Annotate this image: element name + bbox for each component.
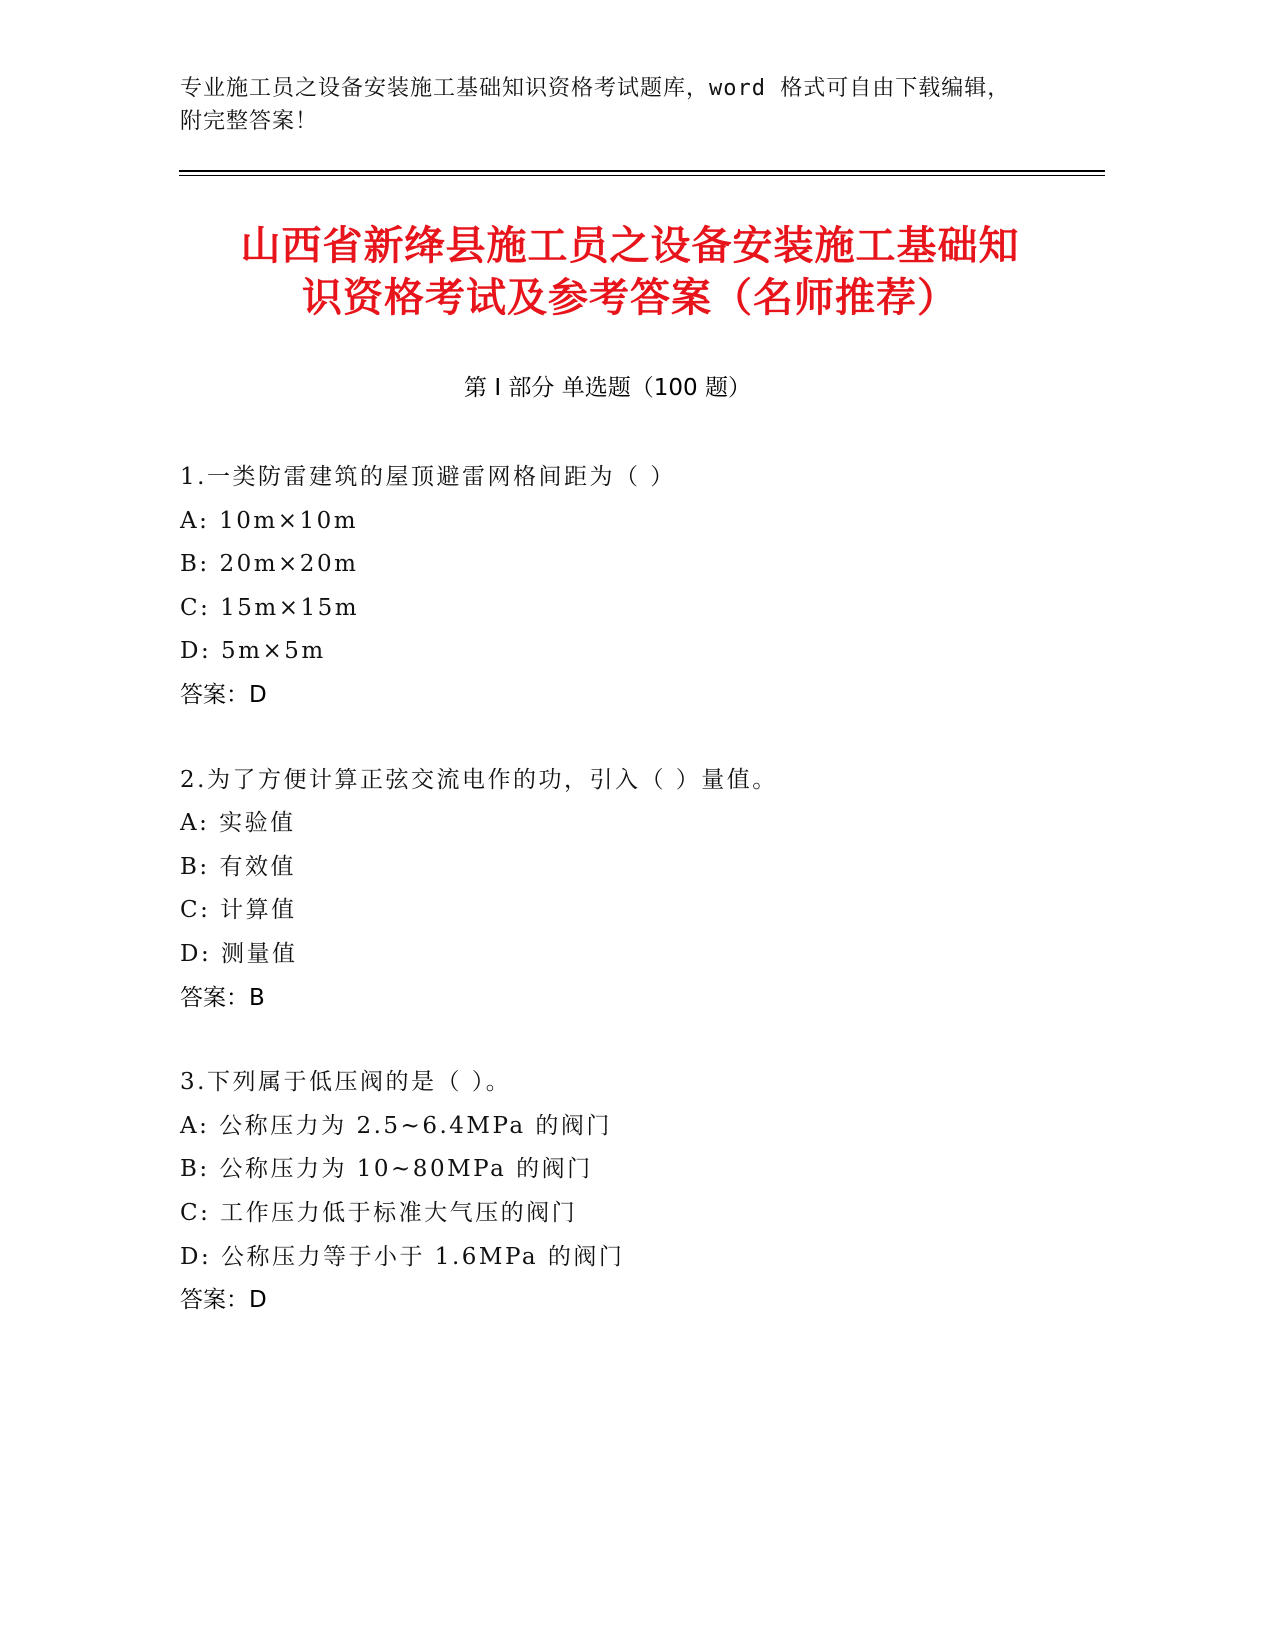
document-title-line-1: 山西省新绛县施工员之设备安装施工基础知 <box>240 223 1020 269</box>
document-title <box>150 220 1110 324</box>
answer-line: 答案：B <box>180 984 265 1011</box>
header-divider-thin <box>179 175 1105 176</box>
header-note-line-2: 附完整答案！ <box>180 109 319 134</box>
option-c: C: 计算值 <box>180 897 297 924</box>
question-list <box>180 456 1080 1364</box>
option-b: B: 20m×20m <box>180 551 359 578</box>
option-a: A: 10m×10m <box>180 507 359 534</box>
answer-line: 答案：D <box>180 1287 267 1314</box>
question-1 <box>180 456 1080 718</box>
option-c: C: 15m×15m <box>180 594 360 621</box>
option-b: B: 有效值 <box>180 853 296 880</box>
question-stem: 1.一类防雷建筑的屋顶避雷网格间距为（ ） <box>180 464 676 490</box>
question-3 <box>180 1061 1080 1323</box>
option-d: D: 测量值 <box>180 940 298 967</box>
option-d: D: 公称压力等于小于 1.6MPa 的阀门 <box>180 1243 625 1270</box>
header-note <box>180 72 1060 138</box>
option-a: A: 实验值 <box>180 810 296 837</box>
question-stem: 2.为了方便计算正弦交流电作的功，引入（ ）量值。 <box>180 766 778 793</box>
answer-line: 答案：D <box>180 681 267 708</box>
question-2 <box>180 759 1080 1021</box>
option-d: D: 5m×5m <box>180 638 326 665</box>
option-a: A: 公称压力为 2.5~6.4MPa 的阀门 <box>180 1112 612 1139</box>
option-c: C: 工作压力低于标准大气压的阀门 <box>180 1199 578 1226</box>
question-stem: 3.下列属于低压阀的是（ ）。 <box>180 1069 512 1096</box>
section-heading: 第 I 部分 单选题（100 题） <box>464 375 751 401</box>
option-b: B: 公称压力为 10~80MPa 的阀门 <box>180 1156 593 1183</box>
header-note-line-1: 专业施工员之设备安装施工基础知识资格考试题库，word 格式可自由下载编辑， <box>180 76 1011 101</box>
document-title-line-2: 识资格考试及参考答案（名师推荐） <box>302 275 958 321</box>
header-divider-thick <box>179 170 1105 172</box>
